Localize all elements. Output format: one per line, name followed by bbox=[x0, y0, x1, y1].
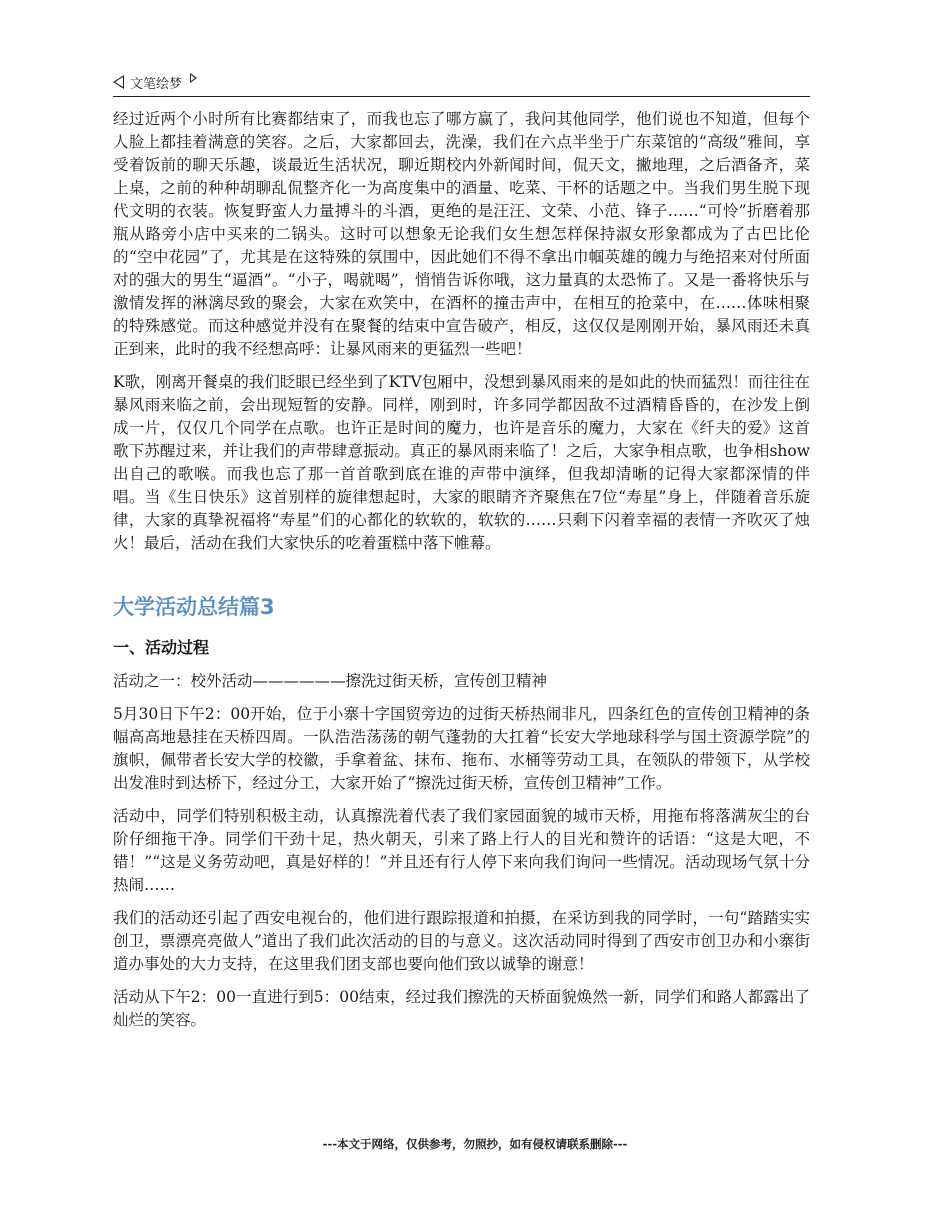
page-header bbox=[113, 70, 810, 97]
forward-triangle-icon bbox=[190, 73, 197, 83]
back-triangle-icon bbox=[113, 75, 124, 89]
body-paragraph: 经过近两个小时所有比赛都结束了，而我也忘了哪方赢了，我问其他同学，他们说也不知道，但每个人脸上都挂着满意的笑容。之后，大家都回去，洗澡，我们在六点半坐于广东菜馆的“高级”雅间，享受着饭前的聊天乐趣，谈最近生活状况，聊近期校内外新闻时间，侃天文，撇地理，之后酒备齐，菜上桌，之前的种种胡聊乱侃整齐化一为高度集中的酒量、吃菜、干杯的话题之中。当我们男生脱下现代文明的衣装。恢复野蛮人力量搏斗的斗酒，更绝的是汪汪、文荣、小范、锋子……“可怜”折磨着那瓶从路旁小店中买来的二锅头。这时可以想象无论我们女生想怎样保持淑女形象都成为了古巴比伦的“空中花园”了，尤其是在这特殊的氛围中，因此她们不得不拿出巾帼英雄的魄力与绝招来对付所面对的强大的男生“逼酒”。“小子，喝就喝”，悄悄告诉你哦，这力量真的太恐怖了。又是一番将快乐与激情发挥的淋漓尽致的聚会，大家在欢笑中，在酒杯的撞击声中，在相互的抢菜中，在……体味相聚的特殊感觉。而这种感觉并没有在聚餐的结束中宣告破产，相反，这仅仅是刚刚开始，暴风雨还未真正到来，此时的我不经想高呼：让暴风雨来的更猛烈一些吧！ bbox=[113, 110, 810, 358]
header-brand: 文笔绘梦 bbox=[130, 76, 183, 92]
body-paragraph: 5月30日下午2：00开始，位于小寨十字国贸旁边的过街天桥热闹非凡，四条红色的宣传创卫精神的条幅高高地悬挂在天桥四周。一队浩浩荡荡的朝气蓬勃的大扛着“长安大学地球科学与国土资源学院”的旗帜，佩带者长安大学的校徽，手拿着盆、抹布、拖布、水桶等劳动工具，在领队的带领下，从学校出发准时到达桥下，经过分工，大家开始了“擦洗过街天桥，宣传创卫精神”工作。 bbox=[113, 705, 810, 792]
body-paragraph: 活动之一：校外活动——————擦洗过街天桥，宣传创卫精神 bbox=[113, 672, 548, 690]
body-paragraph: K歌，刚离开餐桌的我们眨眼已经坐到了KTV包厢中，没想到暴风雨来的是如此的快而猛烈！而往往在暴风雨来临之前，会出现短暂的安静。同样，刚到时，许多同学都因敌不过酒精昏昏的，在沙发上倒成一片，仅仅几个同学在点歌。也许正是时间的魔力，也许是音乐的魔力，大家在《纤夫的爱》这首歌下苏醒过来，并让我们的声带肆意振动。真正的暴风雨来临了！之后，大家争相点歌，也争相show出自己的歌喉。而我也忘了那一首首歌到底在谁的声带中演绎，但我却清晰的记得大家都深情的伴唱。当《生日快乐》这首别样的旋律想起时，大家的眼睛齐齐聚焦在7位“寿星”身上，伴随着音乐旋律，大家的真挚祝福将“寿星”们的心都化的软软的，软软的……只剩下闪着幸福的表情一齐吹灭了烛火！最后，活动在我们大家快乐的吃着蛋糕中落下帷幕。 bbox=[113, 373, 810, 552]
body-paragraph: 活动中，同学们特别积极主动，认真擦洗着代表了我们家园面貌的城市天桥，用拖布将落满灰尘的台阶仔细拖干净。同学们干劲十足，热火朝天，引来了路上行人的目光和赞许的话语：“这是大吧，不错！”“这是义务劳动吧，真是好样的！”并且还有行人停下来向我们询问一些情况。活动现场气氛十分热闹…… bbox=[113, 807, 810, 894]
section-subtitle: 一、活动过程 bbox=[113, 638, 210, 657]
page-footer: ---本文于网络，仅供参考，勿照抄，如有侵权请联系删除--- bbox=[322, 1137, 628, 1151]
body-paragraph: 活动从下午2：00一直进行到5：00结束，经过我们擦洗的天桥面貌焕然一新，同学们和路人都露出了灿烂的笑容。 bbox=[113, 988, 810, 1029]
section-title: 大学活动总结篇3 bbox=[113, 595, 275, 619]
body-paragraph: 我们的活动还引起了西安电视台的，他们进行跟踪报道和拍摄，在采访到我的同学时，一句“踏踏实实创卫，票漂亮亮做人”道出了我们此次活动的目的与意义。这次活动同时得到了西安市创卫办和小寨街道办事处的大力支持，在这里我们团支部也要向他们致以诚挚的谢意！ bbox=[113, 909, 810, 973]
document-page bbox=[113, 70, 810, 1042]
